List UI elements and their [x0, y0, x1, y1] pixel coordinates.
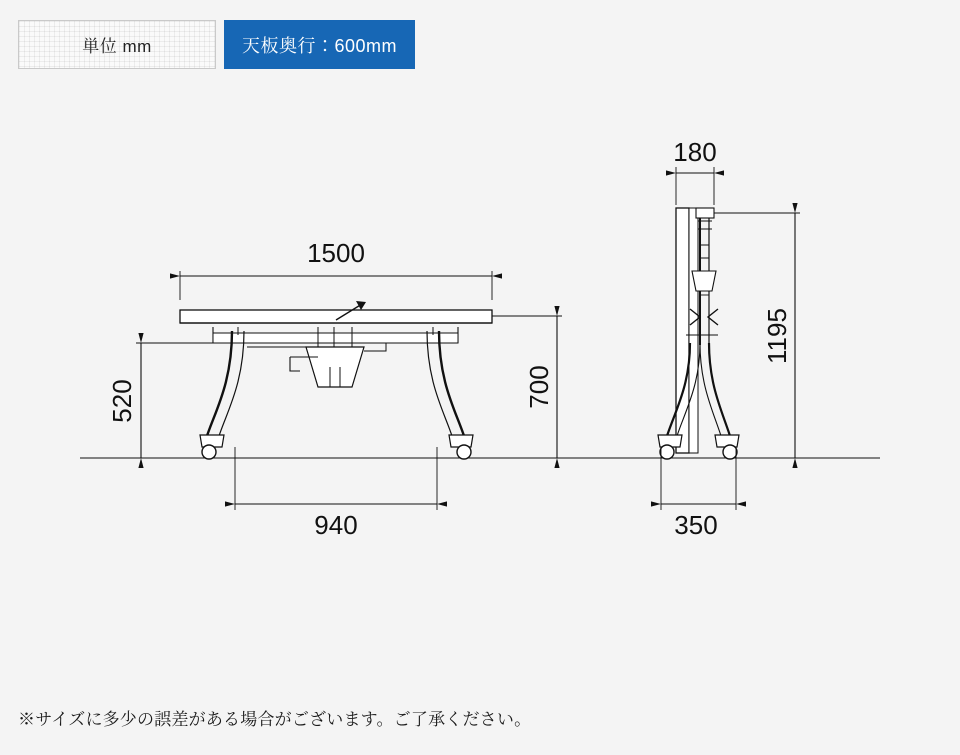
side-view-table	[180, 301, 492, 459]
dimension-1500-label: 1500	[307, 238, 365, 268]
dimension-1195	[714, 213, 800, 458]
depth-badge	[224, 20, 415, 69]
dimension-700-label: 700	[524, 365, 554, 409]
dimension-350	[661, 447, 736, 540]
dimension-700	[492, 316, 562, 458]
folded-view-table	[658, 208, 739, 459]
depth-badge-label: 天板奥行：600mm	[242, 35, 398, 56]
dimension-940	[235, 447, 437, 540]
dimension-1195-label: 1195	[762, 308, 792, 364]
badge-row	[18, 20, 415, 69]
dimension-350-label: 350	[674, 510, 718, 540]
dimension-180-label: 180	[673, 137, 717, 167]
dimension-940-label: 940	[314, 510, 358, 540]
dimension-1500	[180, 238, 492, 300]
unit-badge-label: 単位 mm	[82, 37, 152, 56]
footnote-text: ※サイズに多少の誤差がある場合がございます。ご了承ください。	[18, 710, 532, 729]
dimension-520-label: 520	[107, 379, 137, 423]
dimension-drawing	[0, 95, 960, 675]
unit-badge	[18, 20, 216, 69]
dimension-180	[673, 137, 716, 205]
